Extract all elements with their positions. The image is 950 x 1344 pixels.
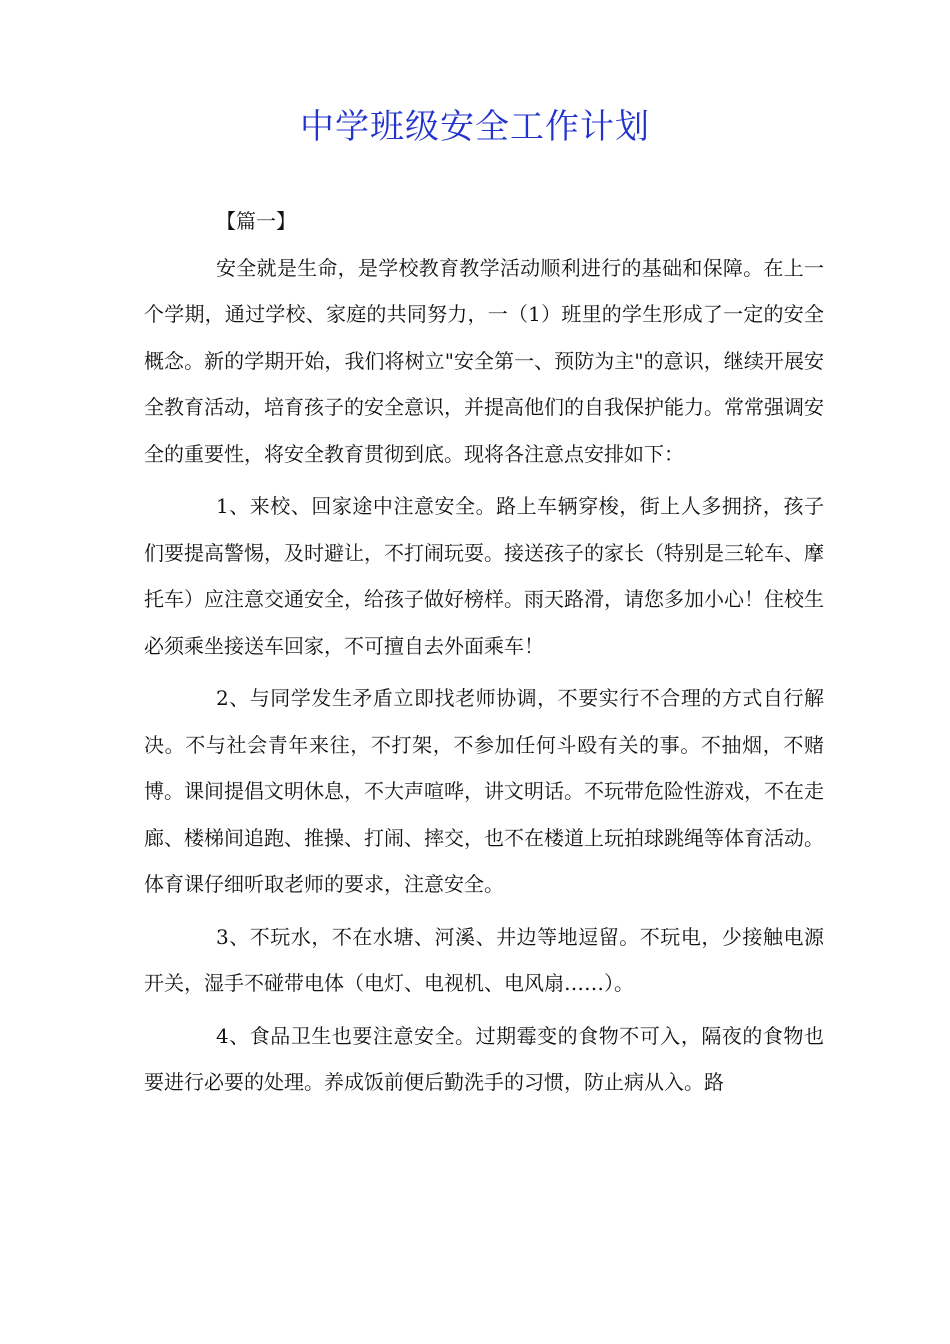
paragraph-item-4: 4、食品卫生也要注意安全。过期霉变的食物不可入，隔夜的食物也要进行必要的处理。养成饭前便后勤洗手的习惯，防止病从入。路 — [144, 1023, 824, 1094]
document-title: 中学班级安全工作计划 — [300, 107, 650, 147]
paragraph-item-2: 2、与同学发生矛盾立即找老师协调，不要实行不合理的方式自行解决。不与社会青年来往，不打架，不参加任何斗殴有关的事。不抽烟，不赌博。课间提倡文明休息，不大声喧哗，讲文明话。不玩带危险性游戏，不在走廊、楼梯间追跑、推操、打闹、摔交，也不在楼道上玩拍球跳绳等体育活动。体育课仔细听取老师的要求，注意安全。 — [144, 686, 824, 896]
paragraph-item-1: 1、来校、回家途中注意安全。路上车辆穿梭，街上人多拥挤，孩子们要提高警惕，及时避让，不打闹玩耍。接送孩子的家长（特别是三轮车、摩托车）应注意交通安全，给孩子做好榜样。雨天路滑，请您多加小心！住校生必须乘坐接送车回家，不可擅自去外面乘车！ — [144, 494, 824, 658]
section-label: 【篇一】 — [216, 209, 296, 233]
paragraph-item-3: 3、不玩水，不在水塘、河溪、井边等地逗留。不玩电，少接触电源开关，湿手不碰带电体（电灯、电视机、电风扇……）。 — [144, 924, 824, 995]
paragraph-intro: 安全就是生命，是学校教育教学活动顺利进行的基础和保障。在上一个学期，通过学校、家庭的共同努力，一（1）班里的学生形成了一定的安全概念。新的学期开始，我们将树立"安全第一、预防为主"的意识，继续开展安全教育活动，培育孩子的安全意识，并提高他们的自我保护能力。常常强调安全的重要性，将安全教育贯彻到底。现将各注意点安排如下： — [144, 255, 824, 466]
document-body — [144, 198, 824, 1112]
